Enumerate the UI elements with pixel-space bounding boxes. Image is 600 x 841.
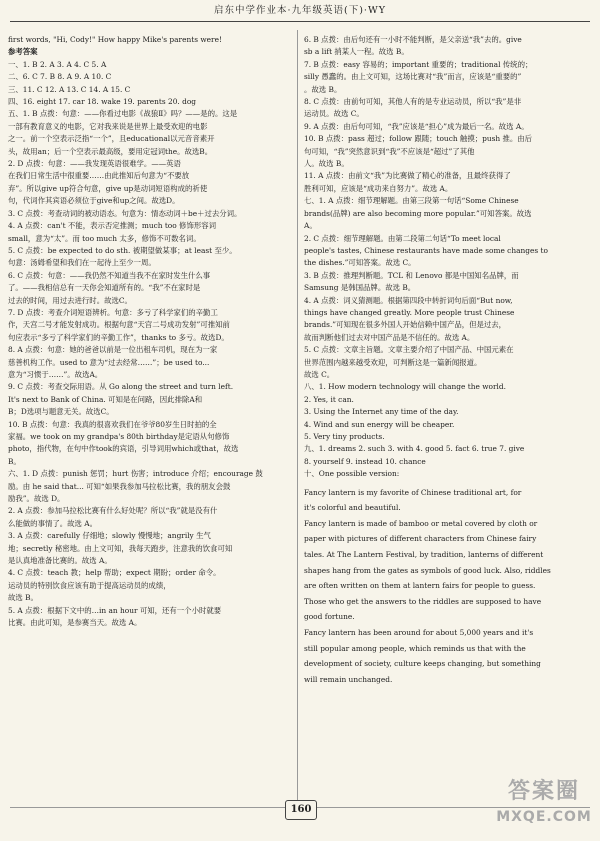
column-divider xyxy=(297,30,298,800)
left-column xyxy=(8,34,292,630)
page-header xyxy=(0,0,600,22)
text-line: 8. A 点拨：句意：她的爸爸以前是一位出租车司机，现在为一家 xyxy=(8,345,218,355)
text-line: brands.”可知现在很多外国人开始信赖中国产品，但是过去， xyxy=(304,320,507,330)
text-line: paper with pictures of different characters from Chinese fairy xyxy=(304,534,537,544)
text-line: 3. Using the Internet any time of the day. xyxy=(304,407,459,417)
text-line: 4. A 点拨：can't 不能，表示否定推测；much too 修饰形容词 xyxy=(8,221,217,231)
text-line: 2. C 点拨：细节理解题。由第二段第二句话“To meet local xyxy=(304,233,501,243)
text-line: Samsung 是韩国品牌。故选 B。 xyxy=(304,283,416,293)
right-column xyxy=(304,34,592,687)
text-line: 句，代词作其宾语必须位于give和up之间。故选D。 xyxy=(8,196,180,206)
text-line: first words, "Hi, Cody!" How happy Mike's parents were! xyxy=(8,35,222,44)
text-line: 9. A 点拨：由后句可知，“我”应该是“担心”成为最后一名。故选 A。 xyxy=(304,121,529,131)
text-line: 运动员。故选 C。 xyxy=(304,109,364,119)
text-line: 4. Wind and sun energy will be cheaper. xyxy=(304,419,455,429)
text-line: 5. Very tiny products. xyxy=(304,432,385,441)
text-line: 意为“习惯于……”。故选A。 xyxy=(8,369,103,379)
text-line: it's colorful and beautiful. xyxy=(304,503,401,513)
text-line: 弃”。所以give up符合句意，give up是动词短语构成的祈使 xyxy=(8,183,208,193)
text-line: 3. B 点拨：推理判断题。TCL 和 Lenovo 都是中国知名品牌，而 xyxy=(304,270,519,280)
text-line: 3. A 点拨：carefully 仔细地；slowly 慢慢地；angrily 生气 xyxy=(8,531,211,541)
text-line: 励我”。故选 D。 xyxy=(8,494,65,504)
text-line: shapes hang from the gates as symbols of good luck. Also, riddles xyxy=(304,565,551,575)
text-line: Fancy lantern is my favorite of Chinese traditional art, for xyxy=(304,487,522,497)
text-line: 9. C 点拨：考查交际用语。从 Go along the street and turn left. xyxy=(8,382,234,392)
text-line: 一部有教育意义的电影，它对我来说是世界上最受欢迎的电影 xyxy=(8,121,208,131)
text-line: 一、1. B 2. A 3. A 4. C 5. A xyxy=(8,59,107,69)
text-line: 2. D 点拨：句意：——我发现英语很难学。——英语 xyxy=(8,159,181,169)
text-line: 10. B 点拨：pass 超过；follow 跟随；touch 触摸；push 推。由后 xyxy=(304,134,533,144)
text-line: 7. D 点拨：考查介词短语辨析。句意：多亏了科学家们的辛勤工 xyxy=(8,307,218,317)
text-line: 5. C 点拨：文章主旨题。文章主要介绍了中国产品、中国元素在 xyxy=(304,345,514,355)
header-title: 启东中学作业本·九年级英语(下)·WY xyxy=(214,5,386,16)
text-line: 四、16. eight 17. car 18. wake 19. parents 20. dog xyxy=(8,97,197,107)
text-line: 故选 B。 xyxy=(8,593,38,603)
text-line: 2. A 点拨：参加马拉松比赛有什么好处呢？所以“我”就是没有什 xyxy=(8,506,218,516)
text-line: 4. C 点拨：teach 教；help 帮助；expect 期盼；order 命令。 xyxy=(8,568,221,578)
text-line: 8. yourself 9. instead 10. chance xyxy=(304,456,426,466)
text-line: 作，天宫二号才能发射成功。根据句意“天宫二号成功发射”可推知前 xyxy=(8,320,230,330)
text-line: 参考答案 xyxy=(8,47,38,57)
text-line: sb a lift 捎某人一程。故选 B。 xyxy=(304,47,409,57)
text-line: things have changed greatly. More people trust Chinese xyxy=(304,307,515,317)
text-line: B。 xyxy=(8,456,21,466)
text-line: 4. A 点拨：词义猜测题。根据第四段中转折词句后面“But now, xyxy=(304,295,513,305)
text-line: 句可知，“我”突然意识到“我”不应该是“超过”了其他 xyxy=(304,146,475,156)
text-line: 句应表示“多亏了科学家们的辛勤工作”，thanks to 多亏。故选D。 xyxy=(8,332,229,342)
text-line: 6. B 点拨：由后句还有一小时不能判断，是父亲送“我”去的。give xyxy=(304,35,522,44)
text-line: 2. Yes, it can. xyxy=(304,394,354,404)
text-line: people's tastes, Chinese restaurants have made some changes to xyxy=(304,245,548,255)
text-line: still popular among people, which reminds us that with the xyxy=(304,643,526,653)
text-line: 人。故选 B。 xyxy=(304,159,349,169)
answer-lines-right xyxy=(304,34,592,481)
text-line: 故选 C。 xyxy=(304,369,335,379)
text-line: 5. A 点拨：根据下文中的…in an hour 可知，还有一个小时就要 xyxy=(8,605,222,615)
text-line: Fancy lantern has been around for about 5,000 years and it's xyxy=(304,627,534,637)
text-line: 世界范围内越来越受欢迎，可判断这是一篇新闻报道。 xyxy=(304,357,482,367)
text-line: 。故选 B。 xyxy=(304,84,342,94)
text-line: 3. C 点拨：考查动词的被动语态。句意为：情态动词＋be＋过去分词。 xyxy=(8,208,242,218)
header-rule xyxy=(10,21,590,22)
text-line: the dishes.”可知答案。故选 C。 xyxy=(304,258,416,268)
text-line: will remain unchanged. xyxy=(304,674,393,684)
text-line: 五、1. B 点拨：句意：——你看过电影《战狼Ⅱ》吗？——是的。这是 xyxy=(8,109,238,119)
text-line: 了。——我相信总有一天你会知道所有的。“我”不在家时是 xyxy=(8,283,201,293)
text-line: 句意：汤姆希望和我们在一起待上至少一周。 xyxy=(8,258,156,268)
text-line: 故而判断他们过去对中国产品是不信任的。故选 A。 xyxy=(304,332,475,342)
text-line: good fortune. xyxy=(304,612,355,622)
text-line: 头，故用an；后一个空表示最高级，要用定冠词the。故选B。 xyxy=(8,146,213,156)
text-line: brands(品牌) are also becoming more popular.”可知答案。故选 xyxy=(304,208,532,218)
text-line: 八、1. How modern technology will change the world. xyxy=(304,382,506,392)
text-line: 六、1. D 点拨：punish 惩罚；hurt 伤害；introduce 介绍；encourage 鼓 xyxy=(8,469,263,479)
text-line: 七、1. A 点拨：细节理解题。由第三段第一句话“Some Chinese xyxy=(304,196,519,206)
text-line: tales. At The Lantern Festival, by tradition, lanterns of different xyxy=(304,550,544,559)
text-line: Fancy lantern is made of bamboo or metal covered by cloth or xyxy=(304,518,538,528)
text-line: 7. B 点拨：easy 容易的；important 重要的；traditional 传统的； xyxy=(304,59,533,69)
text-line: 十、One possible version: xyxy=(304,469,400,479)
text-line: A。 xyxy=(304,221,317,231)
essay-sample xyxy=(304,485,592,688)
text-line: 么能做的事情了。故选 A。 xyxy=(8,518,97,528)
text-line: 10. B 点拨：句意：我真的很喜欢我们在爷爷80岁生日时拍的全 xyxy=(8,419,217,429)
text-line: 8. C 点拨：由前句可知，其他人有的是专业运动员，所以“我”是非 xyxy=(304,97,522,107)
text-line: 九、1. dreams 2. such 3. with 4. good 5. fact 6. true 7. give xyxy=(304,444,525,454)
text-line: 家福。we took on my grandpa's 80th birthday是定语从句修饰 xyxy=(8,432,230,441)
text-line: 运动员的特别饮食应该有助于提高运动员的成绩， xyxy=(8,580,171,590)
text-line: silly 愚蠢的。由上文可知，这场比赛对“我”而言，应该是“重要的” xyxy=(304,72,522,82)
text-line: 在我们日常生活中很重要……由此推知后句意为“不要放 xyxy=(8,171,190,181)
watermark-sub: MXQE.COM xyxy=(496,809,592,825)
text-line: 之一。前一个空表示泛指“一个”，且educational以元音音素开 xyxy=(8,134,215,144)
text-line: 励。由 he said that... 可知“如果我参加马拉松比赛，我的朋友会鼓 xyxy=(8,481,231,491)
text-line: are often written on them at lantern fairs for people to guess. xyxy=(304,581,536,591)
text-line: 11. A 点拨：由前文“我”为比赛做了精心的准备，且最终获得了 xyxy=(304,171,511,181)
watermark-main: 答案圈 xyxy=(507,779,580,804)
text-line: 6. C 点拨：句意：——我仍然不知道当我不在家时发生什么事 xyxy=(8,270,211,280)
text-line: 5. C 点拨：be expected to do sth. 被期望做某事；at least 至少。 xyxy=(8,245,237,255)
text-line: 比赛。由此可知，是参赛当天。故选 A。 xyxy=(8,618,142,628)
text-line: small，意为“太”。而 too much 太多，修饰不可数名词。 xyxy=(8,233,201,243)
text-line: It's next to Bank of China. 可知是在问路，因此排除A和 xyxy=(8,394,203,404)
text-line: 是认真地准备比赛的。故选 A。 xyxy=(8,556,112,566)
text-line: 过去的时间，用过去进行时。故选C。 xyxy=(8,295,132,305)
text-line: 地；secretly 秘密地。由上文可知，我每天跑步，注意我的饮食可知 xyxy=(8,543,233,553)
text-line: 胜利可知，应该是“成功来自努力”。故选 A。 xyxy=(304,183,453,193)
text-line: Those who get the answers to the riddles are supposed to have xyxy=(304,596,542,606)
text-line: development of society, culture keeps changing, but something xyxy=(304,659,541,669)
watermark-logo xyxy=(494,777,594,835)
text-line: 三、11. C 12. A 13. C 14. A 15. C xyxy=(8,84,131,94)
text-line: 二、6. C 7. B 8. A 9. A 10. C xyxy=(8,72,112,82)
page-number: 160 xyxy=(285,800,317,820)
text-line: B；D选项与题意无关。故选C。 xyxy=(8,407,114,417)
text-line: 慈善机构工作。used to 意为“过去经常……”；be used to... xyxy=(8,357,210,367)
text-line: photo，指代物，在句中作took的宾语，引导词用which或that，故选 xyxy=(8,444,239,454)
